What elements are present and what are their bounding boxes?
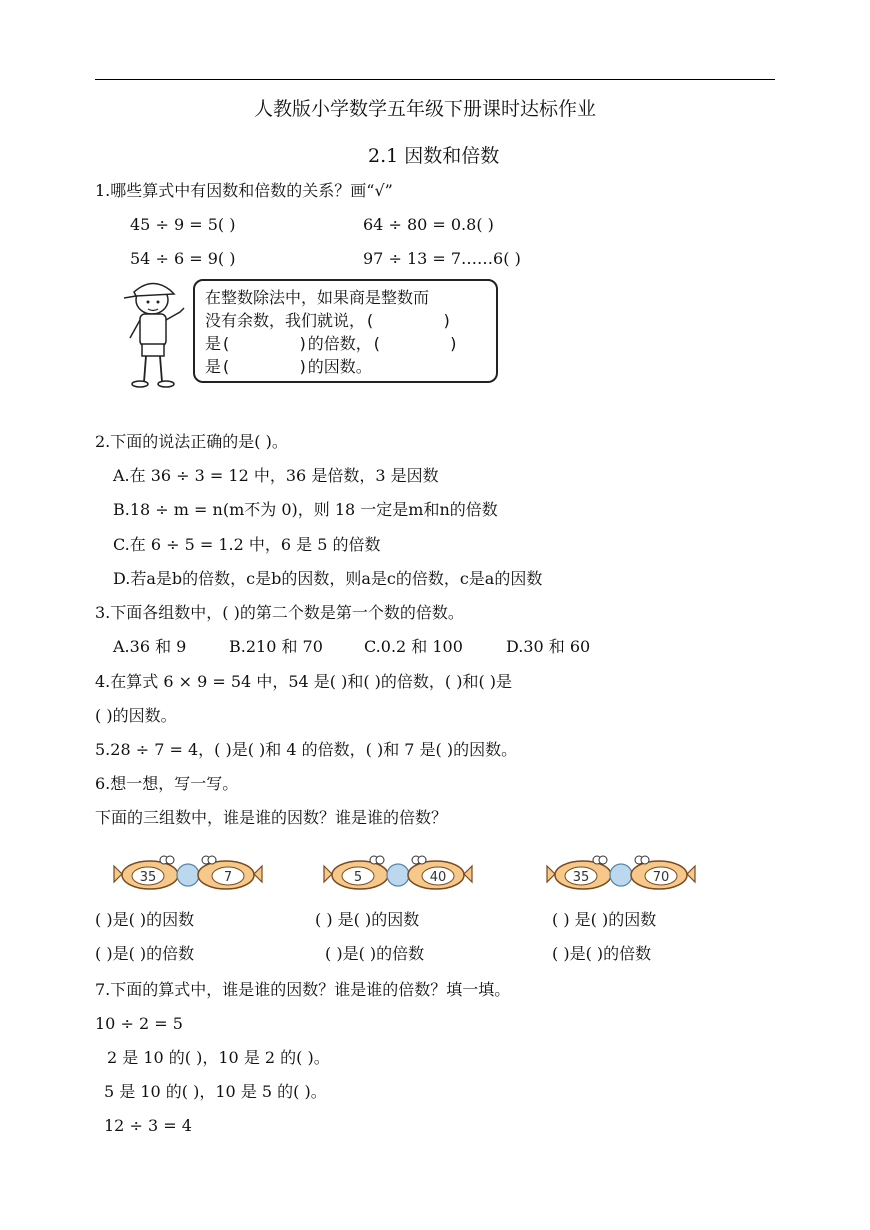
fish-group-2 — [322, 852, 474, 896]
q3-stem: 3.下面各组数中，( )的第二个数是第一个数的倍数。 — [95, 603, 464, 622]
q1-stem: 1.哪些算式中有因数和倍数的关系？画“√” — [95, 181, 393, 200]
section-title: 2.1 因数和倍数 — [368, 145, 500, 167]
q1-item-2: 64 ÷ 80 = 0.8( ) — [363, 215, 494, 234]
q4-line-1: 4.在算式 6 × 9 = 54 中，54 是( )和( )的倍数，( )和( )是 — [95, 672, 513, 691]
fish-group-1 — [112, 852, 264, 896]
fish-left — [114, 856, 178, 889]
q3-option-d[interactable]: D.30 和 60 — [506, 637, 591, 656]
q6-factor-1: ( )是( )的因数 — [95, 910, 195, 929]
comparison-bubble — [387, 864, 409, 886]
comparison-bubble — [610, 864, 632, 886]
q7-stem: 7.下面的算式中，谁是谁的因数？谁是谁的倍数？填一填。 — [95, 980, 511, 999]
fish-right — [631, 856, 695, 889]
comparison-bubble — [177, 864, 199, 886]
q6-factor-2: ( ) 是( )的因数 — [315, 910, 420, 929]
q2-option-b[interactable]: B.18 ÷ m = n(m不为 0)，则 18 一定是m和n的倍数 — [113, 500, 498, 519]
q6-stem: 6.想一想，写一写。 — [95, 774, 239, 793]
q6-prompt: 下面的三组数中，谁是谁的因数？谁是谁的倍数？ — [95, 808, 448, 827]
q6-factor-3: ( ) 是( )的因数 — [552, 910, 657, 929]
q3-option-b[interactable]: B.210 和 70 — [229, 637, 323, 656]
fish-number: 70 — [652, 870, 670, 885]
q2-option-c[interactable]: C.在 6 ÷ 5 = 1.2 中，6 是 5 的倍数 — [113, 535, 381, 554]
q7-expr-2: 12 ÷ 3 = 4 — [104, 1116, 192, 1135]
fish-left — [324, 856, 388, 889]
answer-blank[interactable]: ( ) — [503, 249, 521, 268]
fish-number: 7 — [223, 870, 233, 885]
q2-option-d[interactable]: D.若a是b的倍数，c是b的因数，则a是c的倍数，c是a的因数 — [113, 569, 543, 588]
fish-left — [547, 856, 611, 889]
fish-right — [408, 856, 472, 889]
answer-blank[interactable]: ( ) — [476, 215, 494, 234]
q7-line-2: 5 是 10 的( )，10 是 5 的( )。 — [104, 1082, 327, 1101]
q2-option-a[interactable]: A.在 36 ÷ 3 = 12 中，36 是倍数，3 是因数 — [113, 466, 439, 485]
q5-line: 5.28 ÷ 7 = 4，( )是( )和 4 的倍数，( )和 7 是( )的因数。 — [95, 740, 518, 759]
fish-number: 5 — [353, 870, 363, 885]
q1-item-1: 45 ÷ 9 = 5( ) — [130, 215, 236, 234]
answer-blank[interactable]: ( ) — [217, 249, 236, 268]
q1-item-4: 97 ÷ 13 = 7……6( ) — [363, 249, 521, 268]
fish-number: 35 — [572, 870, 590, 885]
q3-option-a[interactable]: A.36 和 9 — [113, 637, 187, 656]
q4-line-2: ( )的因数。 — [95, 706, 177, 725]
fish-right — [198, 856, 262, 889]
q3-option-c[interactable]: C.0.2 和 100 — [364, 637, 463, 656]
answer-blank[interactable]: ( ) — [217, 215, 236, 234]
fish-number: 35 — [139, 870, 157, 885]
q6-multiple-3: ( )是( )的倍数 — [552, 944, 652, 963]
page-title: 人教版小学数学五年级下册课时达标作业 — [254, 98, 597, 120]
fish-number: 40 — [429, 870, 447, 885]
q6-multiple-2: ( )是( )的倍数 — [325, 944, 425, 963]
speech-bubble — [193, 279, 498, 383]
q7-expr-1: 10 ÷ 2 = 5 — [95, 1014, 183, 1033]
q1-item-3: 54 ÷ 6 = 9( ) — [130, 249, 236, 268]
q7-line-1: 2 是 10 的( )，10 是 2 的( )。 — [107, 1048, 330, 1067]
header-rule — [95, 79, 775, 80]
speech-bubble-text: 在整数除法中，如果商是整数而 没有余数，我们就说，( ) 是( )的倍数，( ) 是( )的因数。 — [205, 288, 459, 376]
q2-stem: 2.下面的说法正确的是( )。 — [95, 432, 288, 451]
boy-illustration — [118, 278, 190, 390]
fish-group-3 — [545, 852, 697, 896]
q6-multiple-1: ( )是( )的倍数 — [95, 944, 195, 963]
